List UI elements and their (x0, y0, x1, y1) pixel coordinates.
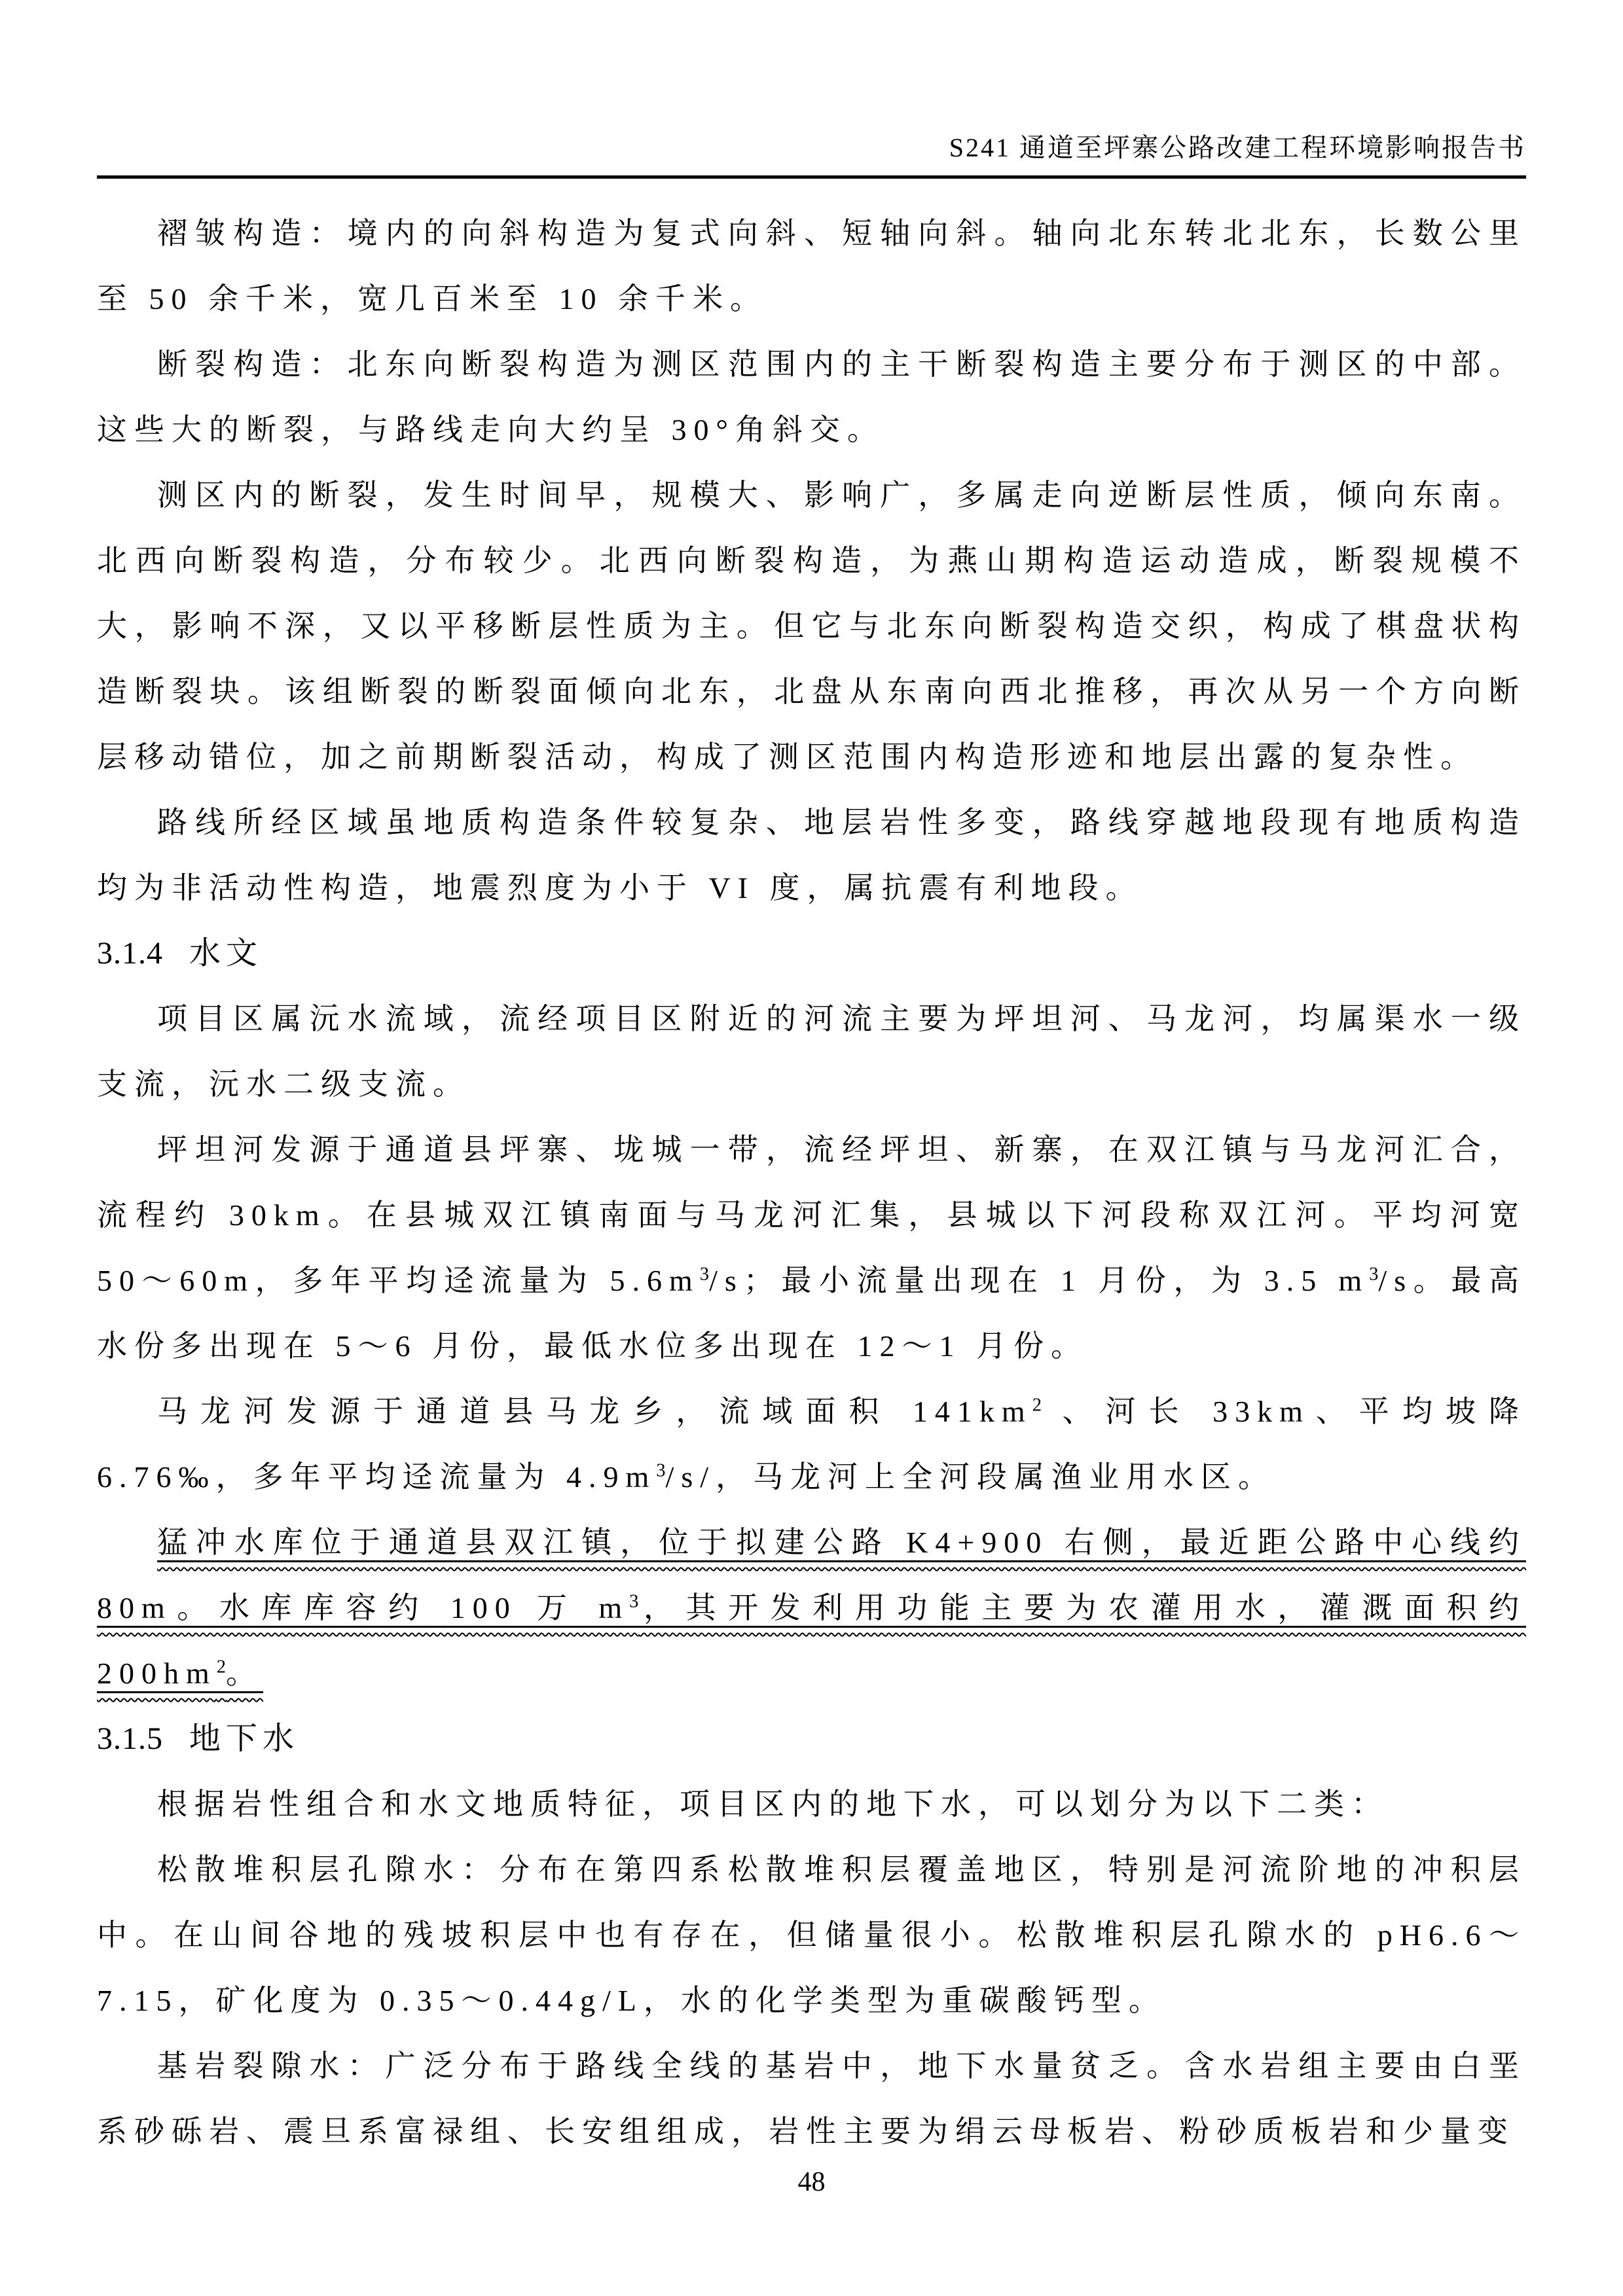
running-header-title: S241 通道至坪寨公路改建工程环境影响报告书 (949, 133, 1526, 162)
text-run: 测区内的断裂，发生时间早，规模大、影响广，多属走向逆断层性质，倾向东南。北西向断裂构造，分布较少。北西向断裂构造，为燕山期构造运动造成，断裂规模不大，影响不深，又以平移断层性质为主。但它与北东向断裂构造交织，构成了棋盘状构造断裂块。该组断裂的断裂面倾向北东，北盘从东南向西北推移，再次从另一个方向断层移动错位，加之前期断裂活动，构成了测区范围内构造形迹和地层出露的复杂性。 (97, 478, 1526, 774)
paragraph (97, 201, 1526, 332)
text-run: 褶皱构造：境内的向斜构造为复式向斜、短轴向斜。轴向北东转北北东，长数公里至 50 余千米，宽几百米至 10 余千米。 (97, 217, 1526, 315)
section-number: 3.1.4 (97, 936, 163, 971)
text-run: 、河长 33km、平均坡降 6.76‰，多年平均迳流量为 4.9m (97, 1395, 1527, 1494)
superscript: 3 (629, 1591, 639, 1612)
text-run: 坪坦河发源于通道县坪寨、垅城一带，流经坪坦、新寨，在双江镇与马龙河汇合，流程约 30km。在县城双江镇南面与马龙河汇集，县城以下河段称双江河。平均河宽 50～60m，多年平均迳流量为 5.6m (97, 1133, 1526, 1297)
text-run: 松散堆积层孔隙水：分布在第四系松散堆积层覆盖地区，特别是河流阶地的冲积层中。在山间谷地的残坡积层中也有存在，但储量很小。松散堆积层孔隙水的 pH6.6～7.15，矿化度为 0.35～0.44g/L，水的化学类型为重碳酸钙型。 (97, 1853, 1526, 2017)
section-title: 地下水 (189, 1721, 300, 1756)
page-footer (0, 2166, 1623, 2198)
text-run: /s；最小流量出现在 1 月份，为 3.5 m (709, 1264, 1370, 1297)
superscript: 3 (1369, 1264, 1379, 1285)
section-title: 水文 (189, 936, 263, 971)
text-run: ，其开发利用功能主要为农灌用水，灌溉面积约 200hm (97, 1591, 1527, 1690)
page-number: 48 (797, 2167, 826, 2197)
superscript: 3 (699, 1264, 710, 1285)
header-rule (97, 175, 1526, 179)
underlined-paragraph (97, 1510, 1526, 1706)
text-run: 猛冲水库位于通道县双江镇，位于拟建公路 K4+900 右侧，最近距公路中心线约 80m。水库库容约 100 万 m (97, 1526, 1526, 1624)
paragraph (97, 986, 1526, 1117)
paragraph (97, 463, 1526, 790)
text-run: 马龙河发源于通道县马龙乡，流域面积 141km (157, 1395, 1032, 1428)
superscript: 2 (216, 1657, 227, 1677)
text-run: 断裂构造：北东向断裂构造为测区范围内的主干断裂构造主要分布于测区的中部。这些大的断裂，与路线走向大约呈 30°角斜交。 (97, 348, 1526, 446)
text-run: 基岩裂隙水：广泛分布于路线全线的基岩中，地下水量贫乏。含水岩组主要由白垩系砂砾岩、震旦系富禄组、长安组组成，岩性主要为绢云母板岩、粉砂质板岩和少量变 (97, 2049, 1526, 2148)
text-run: 。 (226, 1657, 264, 1690)
paragraph (97, 2034, 1526, 2164)
section-heading (97, 1706, 1526, 1772)
text-run: 根据岩性组合和水文地质特征，项目区内的地下水，可以划分为以下二类： (157, 1787, 1389, 1821)
document-body (97, 201, 1526, 2164)
paragraph (97, 1772, 1526, 1837)
text-run: /s。最高水份多出现在 5～6 月份，最低水位多出现在 12～1 月份。 (97, 1264, 1527, 1363)
paragraph (97, 1837, 1526, 2034)
text-run: 项目区属沅水流域，流经项目区附近的河流主要为坪坦河、马龙河，均属渠水一级支流，沅水二级支流。 (97, 1002, 1526, 1101)
paragraph (97, 790, 1526, 921)
section-heading (97, 921, 1526, 986)
section-number: 3.1.5 (97, 1721, 163, 1756)
page-header (97, 131, 1526, 179)
superscript: 2 (1032, 1395, 1042, 1416)
superscript: 3 (656, 1460, 666, 1481)
paragraph (97, 1117, 1526, 1379)
paragraph (97, 332, 1526, 463)
text-run: 路线所经区域虽地质构造条件较复杂、地层岩性多变，路线穿越地段现有地质构造均为非活动性构造，地震烈度为小于 VI 度，属抗震有利地段。 (97, 806, 1526, 905)
paragraph (97, 1379, 1526, 1510)
text-run: /s/，马龙河上全河段属渔业用水区。 (665, 1460, 1276, 1494)
